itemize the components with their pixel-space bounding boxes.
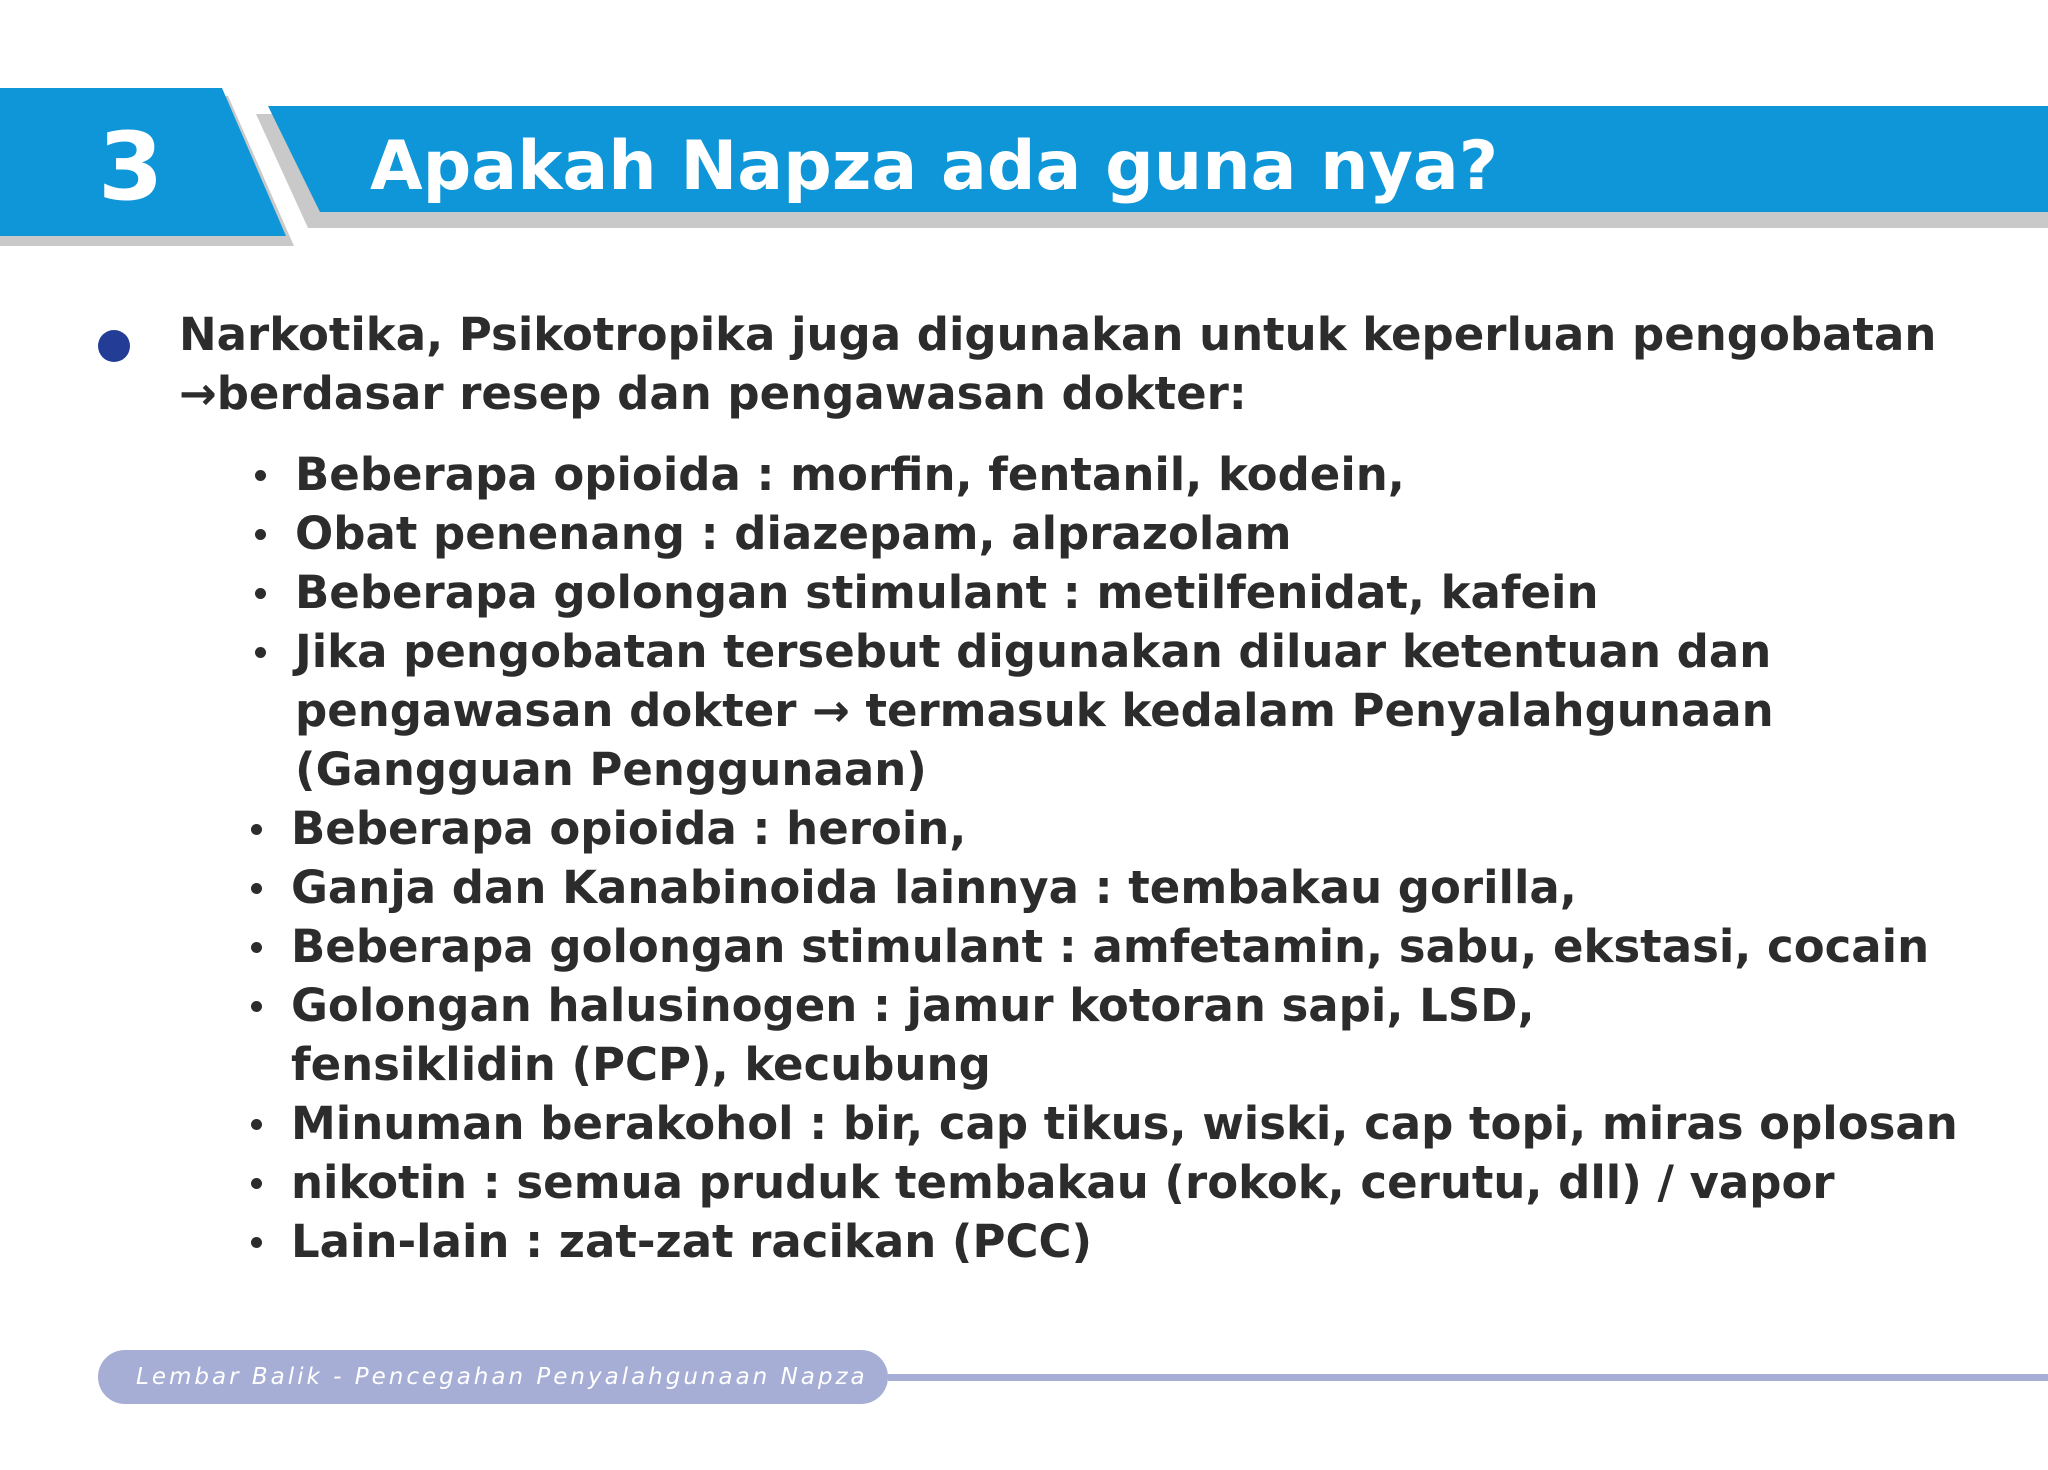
list-item [246,858,2000,917]
list-item-text: fensiklidin (PCP), kecubung [291,1038,991,1091]
substance-list [250,445,2000,1271]
list-item-text: Obat penenang : diazepam, alprazolam [295,507,1292,560]
bullet-icon [251,883,262,894]
list-item-text: Jika pengobatan tersebut digunakan diluar ketentuan dan [295,625,1772,678]
list-item-text: pengawasan dokter → termasuk kedalam Penyalahgunaan [295,684,1774,737]
intro-line: →berdasar resep dan pengawasan dokter: [179,367,1247,420]
page-title: Apakah Napza ada guna nya? [370,127,1499,206]
list-item-text: Beberapa golongan stimulant : metilfenidat, kafein [295,566,1599,619]
list-item [246,976,2000,1094]
intro-text [179,305,1959,423]
list-item-text: Beberapa opioida : heroin, [291,802,967,855]
list-item [246,1212,2000,1271]
list-item-text: (Gangguan Penggunaan) [295,743,927,796]
list-item [246,799,2000,858]
list-item-text: Beberapa golongan stimulant : amfetamin, sabu, ekstasi, cocain [291,920,1930,973]
bullet-icon [255,470,266,481]
bullet-icon [251,1237,262,1248]
bullet-icon [255,647,266,658]
list-item-text: Minuman berakohol : bir, cap tikus, wiski, cap topi, miras oplosan [291,1097,1958,1150]
bullet-icon [251,824,262,835]
bullet-icon [251,1001,262,1012]
list-item [250,563,2000,622]
footer-divider [888,1374,2048,1381]
bullet-icon [251,1178,262,1189]
list-item [250,504,2000,563]
bullet-dot-icon [98,330,130,362]
list-item [250,445,2000,504]
footer-text: Lembar Balik - Pencegahan Penyalahgunaan Napza [136,1364,868,1390]
bullet-icon [255,529,266,540]
footer-label [98,1350,888,1404]
list-item-text: Lain-lain : zat-zat racikan (PCC) [291,1215,1093,1268]
list-item [246,1153,2000,1212]
list-item [250,622,2000,799]
intro-line: Narkotika, Psikotropika juga digunakan untuk keperluan pengobatan [179,308,1937,361]
list-item [246,1094,2000,1153]
bullet-icon [251,942,262,953]
list-item [246,917,2000,976]
bullet-icon [251,1119,262,1130]
slide-number: 3 [98,113,164,222]
list-item-text: nikotin : semua pruduk tembakau (rokok, cerutu, dll) / vapor [291,1156,1835,1209]
list-item-text: Beberapa opioida : morfin, fentanil, kodein, [295,448,1405,501]
header-banner [0,0,2048,260]
bullet-icon [255,588,266,599]
list-item-text: Golongan halusinogen : jamur kotoran sapi, LSD, [291,979,1535,1032]
list-item-text: Ganja dan Kanabinoida lainnya : tembakau gorilla, [291,861,1577,914]
